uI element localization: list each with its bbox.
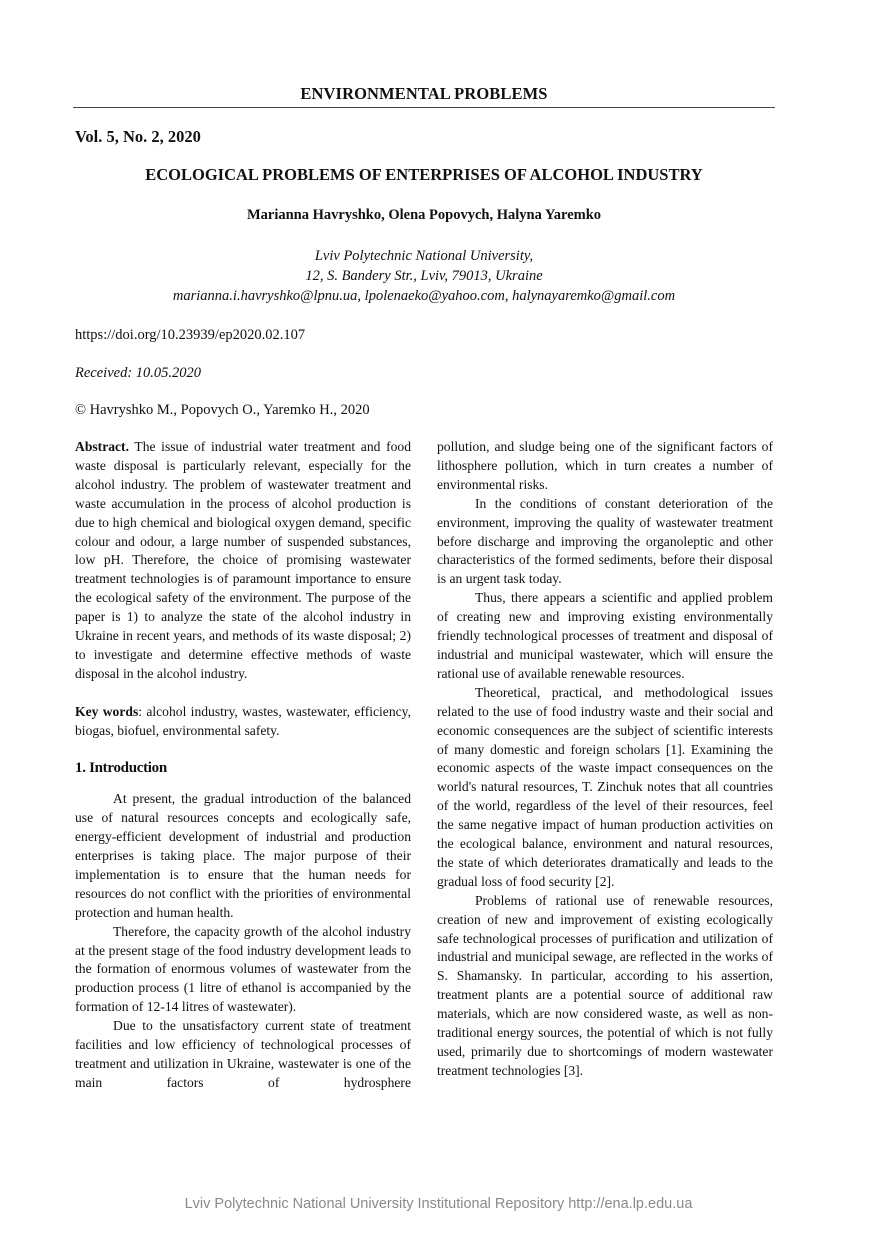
received-date: Received: 10.05.2020 [75, 365, 202, 381]
article-title: ECOLOGICAL PROBLEMS OF ENTERPRISES OF ALCOHOL INDUSTRY [145, 165, 703, 184]
intro-paragraph: In the conditions of constant deterioration of the environment, improving the quality of wastewater treatment before discharge and improving the organoleptic and other characteristics of the formed sediments, before their disposal is an urgent task today. [437, 495, 773, 587]
intro-paragraph: At present, the gradual introduction of the balanced use of natural resources concepts and ecologically safe, energy-efficient development of industrial and production enterprises is taking place. The major purpose of their implementation is to ensure that the human needs for resources do not conflict with the priorities of environmental protection and human health. [75, 791, 411, 920]
header-divider [73, 107, 775, 108]
abstract-label: Abstract. [75, 439, 129, 454]
volume-issue: Vol. 5, No. 2, 2020 [75, 127, 201, 146]
intro-paragraph: Due to the unsatisfactory current state of treatment facilities and low efficiency of technological processes of treatment and utilization in Ukraine, wastewater is one of the main factors of hydrosphere [75, 1018, 411, 1090]
affiliation-institution: Lviv Polytechnic National University, [314, 248, 534, 264]
right-column [437, 438, 773, 1081]
abstract [75, 438, 411, 684]
affiliation-block [73, 246, 775, 306]
keywords-text: : alcohol industry, wastes, wastewater, efficiency, biogas, biofuel, environmental safety. [75, 703, 411, 738]
doi-link[interactable]: https://doi.org/10.23939/ep2020.02.107 [75, 327, 306, 343]
section-heading-introduction: 1. Introduction [75, 760, 167, 777]
keywords-label: Key words [75, 703, 139, 719]
intro-paragraph: Therefore, the capacity growth of the alcohol industry at the present stage of the food industry development leads to the formation of enormous volumes of wastewater from the production process (1 litre of ethanol is accompanied by the formation of 12-14 litres of wastewater). [75, 923, 411, 1015]
intro-paragraph-continued: pollution, and sludge being one of the significant factors of lithosphere pollution, which in turn creates a number of environmental risks. [437, 439, 773, 492]
intro-paragraph: Thus, there appears a scientific and applied problem of creating new and improving existing environmentally friendly technological processes of treatment and disposal of industrial and municipal wastewater, which will ensure the rational use of available renewable resources. [437, 590, 773, 681]
author-emails[interactable]: marianna.i.havryshko@lpnu.ua, lpolenaeko@yahoo.com, halynayaremko@gmail.com [172, 288, 676, 304]
article-authors: Marianna Havryshko, Olena Popovych, Halyna Yaremko [246, 207, 602, 223]
intro-paragraph: Problems of rational use of renewable resources, creation of new and improvement of existing ecologically safe technological processes of purification and utilization of industrial and municipal sewage, are reflected in the works of S. Shamansky. In particular, according to his assertion, treatment plants are a potential source of additional raw materials, which are now considered waste, as well as non-traditional energy sources, the potential of which is not fully used, primarily due to shortcomings of modern wastewater treatment technologies [3]. [437, 892, 773, 1078]
journal-header: ENVIRONMENTAL PROBLEMS [300, 84, 548, 103]
affiliation-address: 12, S. Bandery Str., Lviv, 79013, Ukraine [305, 268, 543, 284]
abstract-text: The issue of industrial water treatment and food waste disposal is particularly relevant, especially for the alcohol industry. The problem of wastewater treatment and waste accumulation in the process of alcohol production is due to high chemical and biological oxygen demand, specific colour and odour, a large number of suspended substances, low pH. Therefore, the choice of promising wastewater treatment technologies is of paramount importance to ensure the ecological safety of the environment. The purpose of the paper is 1) to analyze the state of the alcohol industry in Ukraine in recent years, and methods of its waste disposal; 2) to investigate and determine effective methods of waste disposal in the alcohol industry. [75, 439, 411, 681]
copyright-notice: © Havryshko M., Popovych O., Yaremko H., 2020 [75, 402, 370, 418]
intro-paragraph: Theoretical, practical, and methodological issues related to the use of food industry waste and their social and economic consequences are the subject of scientific interests of many domestic and foreign scholars [1]. Examining the economic aspects of the waste impact consequences on the world's natural resources, T. Zinchuk notes that all countries of the world, regardless of the level of their resources, feel the same negative impact of human production activities on the ecological balance, environment and natural resources, the state of which deteriorates dramatically and leads to the gradual loss of food security [2]. [437, 684, 773, 889]
left-column [75, 438, 411, 1093]
keywords [75, 703, 411, 741]
repository-footer: Lviv Polytechnic National University Institutional Repository http://ena.lp.edu.ua [184, 1196, 693, 1212]
